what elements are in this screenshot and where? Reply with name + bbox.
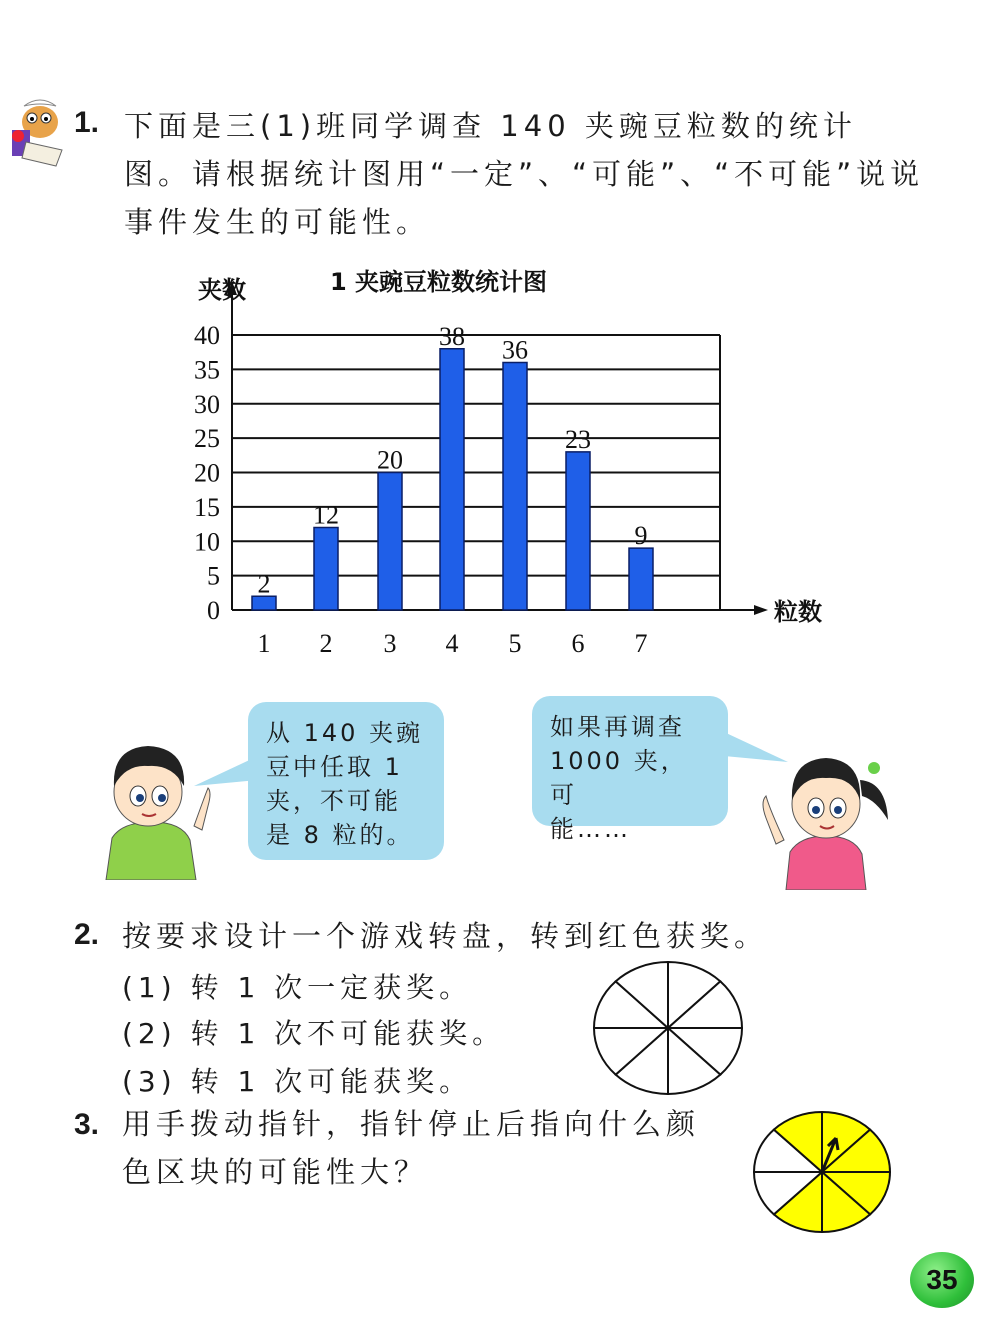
boy-bubble-line: 是 8 粒的。	[266, 821, 414, 849]
girl-icon	[756, 740, 906, 890]
boy-speech-bubble	[248, 702, 444, 860]
bar	[314, 528, 338, 611]
y-tick-label: 30	[194, 389, 220, 419]
question-1-number: 1.	[74, 106, 100, 139]
bar	[566, 452, 590, 610]
chart-title: 1 夹豌豆粒数统计图	[330, 268, 548, 296]
bar	[252, 596, 276, 610]
x-tick-label: 2	[319, 629, 333, 658]
question-3-text	[122, 1100, 700, 1196]
x-tick-label: 5	[508, 629, 522, 658]
x-tick-label: 7	[634, 629, 648, 658]
boy-bubble-line: 从 140 夹豌	[266, 719, 424, 747]
data-label: 20	[377, 445, 403, 475]
y-tick-label: 15	[194, 492, 220, 522]
bar	[378, 473, 402, 611]
y-tick-label: 35	[194, 355, 220, 385]
question-1-text	[124, 102, 984, 246]
data-label: 38	[439, 321, 465, 351]
question-2-item-2: (2) 转 1 次不可能获奖。	[122, 1017, 506, 1050]
data-label: 12	[313, 500, 339, 530]
boy-bubble-line: 豆中任取 1	[266, 753, 403, 781]
y-tick-label: 20	[194, 458, 220, 488]
question-2-item-1: (1) 转 1 次一定获奖。	[122, 971, 473, 1004]
data-label: 2	[257, 569, 271, 599]
question-1-line: 图。请根据统计图用“一定”、“可能”、“不可能”说说	[124, 157, 925, 191]
question-1-line: 事件发生的可能性。	[124, 205, 431, 239]
girl-bubble-line: 1000 夹，可	[550, 747, 688, 809]
data-label: 23	[565, 424, 591, 454]
data-label: 9	[634, 521, 648, 551]
bar	[629, 548, 653, 610]
question-2-number: 2.	[74, 918, 100, 951]
boy-bubble-line: 夹，不可能	[266, 787, 401, 815]
page-number-badge	[910, 1252, 974, 1308]
question-2-text: 按要求设计一个游戏转盘，转到红色获奖。	[122, 919, 769, 953]
bar-chart	[0, 260, 1000, 660]
question-3-line: 用手拨动指针，指针停止后指向什么颜	[122, 1107, 701, 1141]
page-number: 35	[926, 1264, 958, 1295]
x-tick-label: 3	[383, 629, 397, 658]
question-3-number: 3.	[74, 1108, 100, 1141]
question-1-line: 下面是三(1)班同学调查 140 夹豌豆粒数的统计	[124, 109, 857, 143]
y-tick-label: 10	[194, 527, 220, 557]
girl-bubble-line: 如果再调查	[550, 713, 685, 741]
x-axis-arrow	[754, 605, 768, 615]
x-tick-label: 1	[257, 629, 271, 658]
x-tick-label: 4	[445, 629, 459, 658]
bar	[503, 363, 527, 611]
question-3-line: 色区块的可能性大？	[122, 1155, 429, 1189]
y-tick-label: 25	[194, 424, 220, 454]
bar	[440, 349, 464, 610]
question-2-item-3: (3) 转 1 次可能获奖。	[122, 1065, 473, 1098]
girl-speech-bubble	[532, 696, 728, 843]
girl-bubble-line: 能……	[550, 815, 631, 843]
x-axis-label: 粒数	[774, 598, 822, 626]
y-tick-label: 40	[194, 321, 220, 350]
blank-spinner	[590, 958, 746, 1098]
y-tick-label: 0	[207, 596, 220, 625]
color-spinner	[750, 1108, 894, 1236]
x-tick-label: 6	[571, 629, 585, 658]
data-label: 36	[502, 335, 528, 365]
y-tick-label: 5	[207, 561, 220, 591]
y-axis-label: 夹数	[198, 276, 246, 304]
mascot-icon	[4, 92, 68, 172]
